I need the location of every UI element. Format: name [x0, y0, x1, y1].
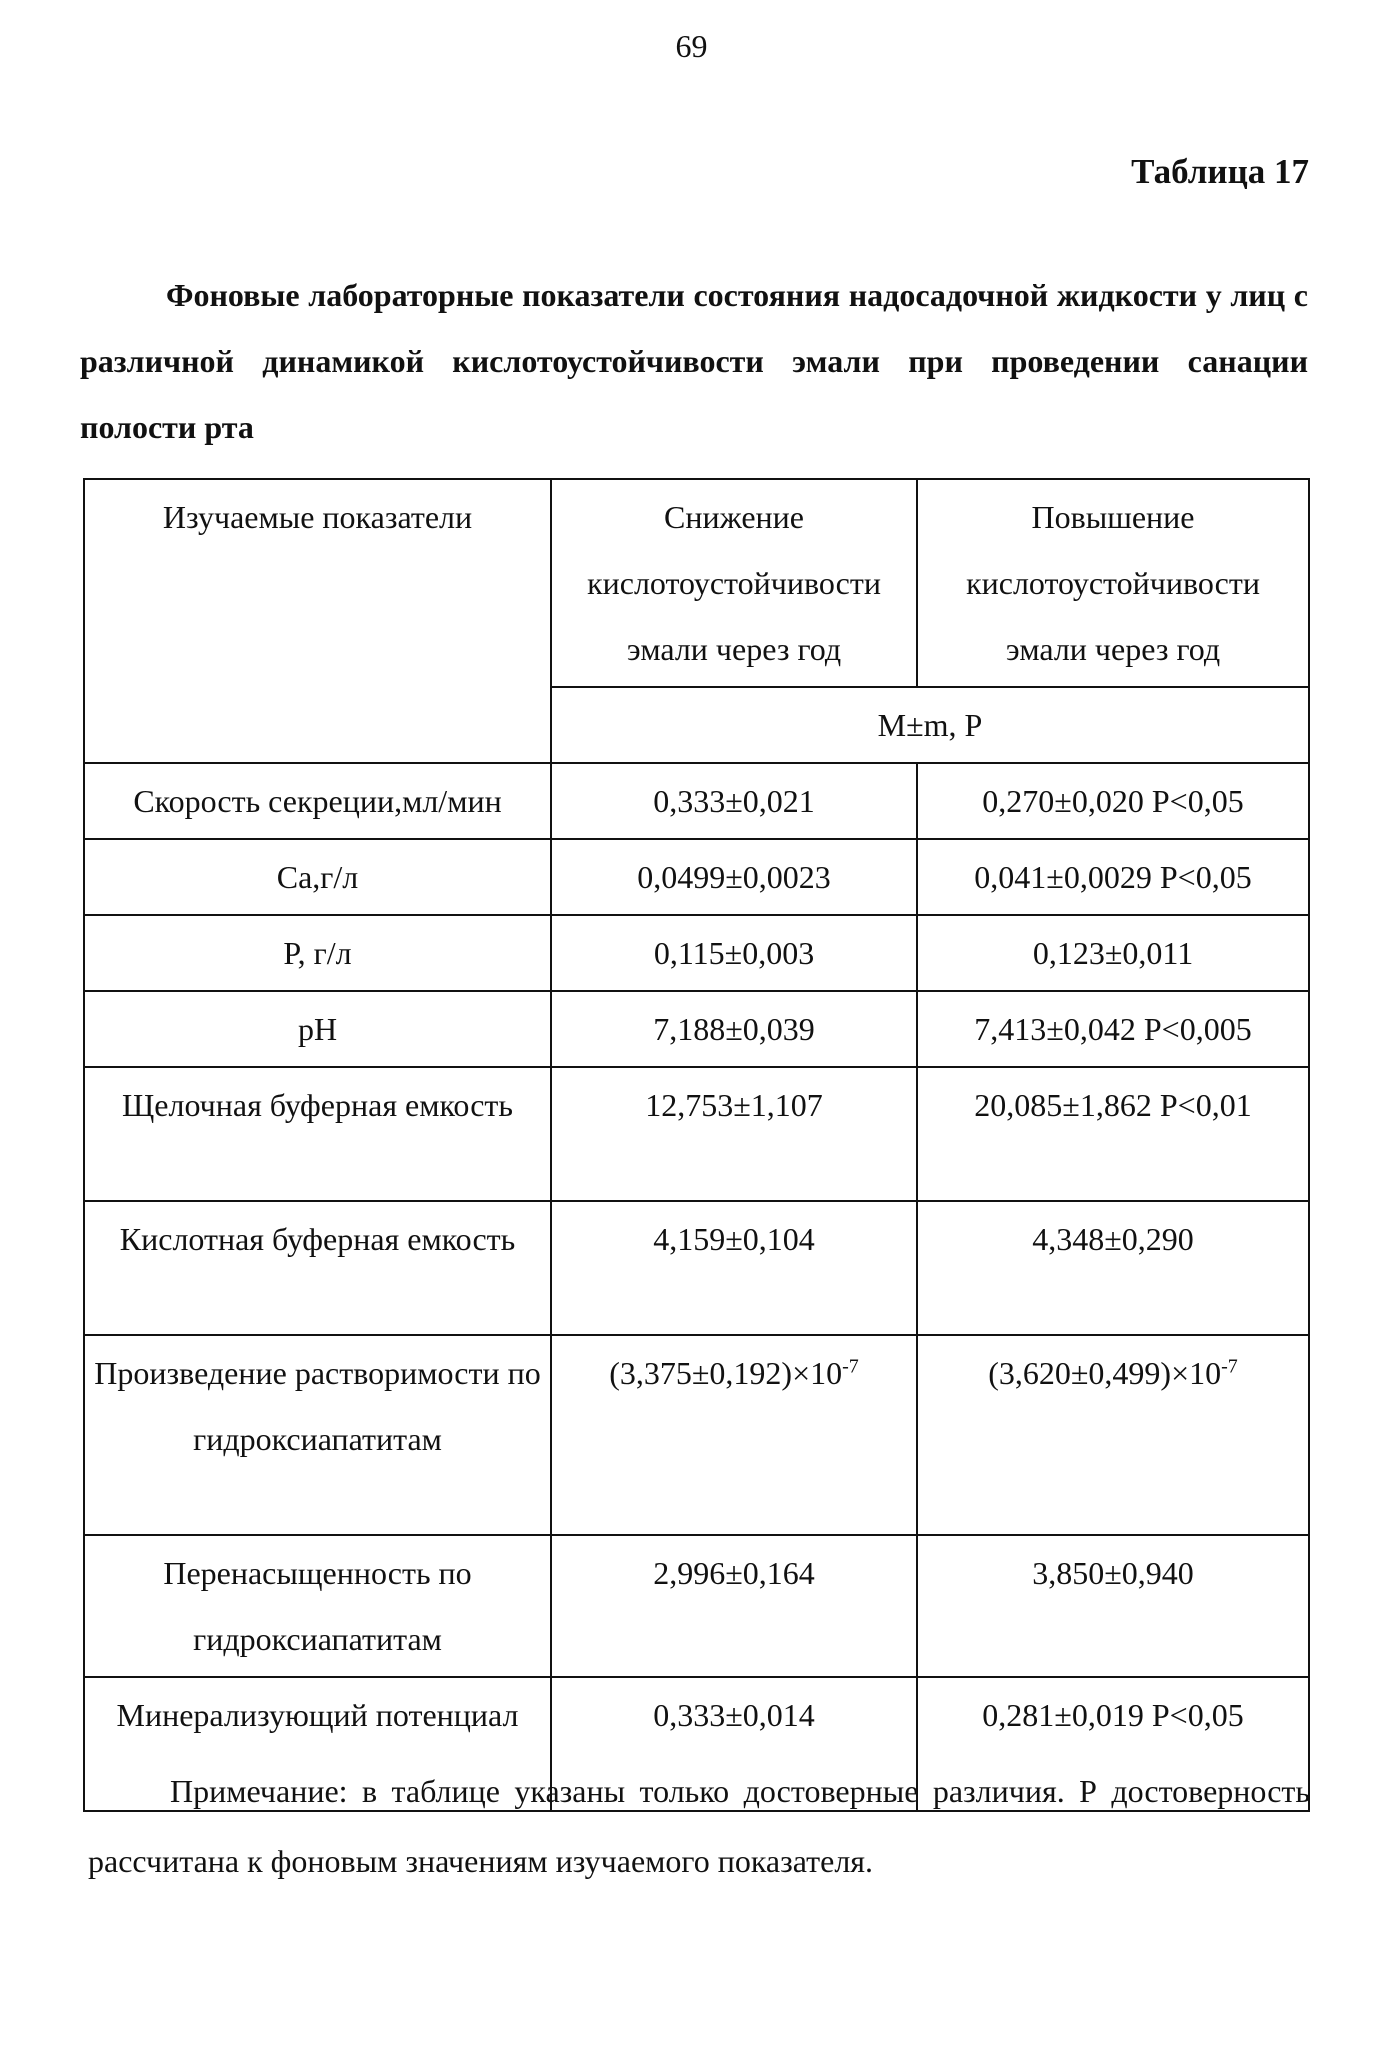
header-row [84, 479, 1309, 687]
header-decrease: Снижение кислотоустойчивости эмали через год [551, 479, 917, 687]
table-row [84, 991, 1309, 1067]
cell-decrease: 0,0499±0,0023 [551, 839, 917, 915]
cell-indicator: Произведение растворимости по гидроксиапатитам [84, 1335, 551, 1535]
cell-indicator: Скорость секреции,мл/мин [84, 763, 551, 839]
decrease-exponent: -7 [842, 1355, 859, 1378]
cell-increase: 0,270±0,020 P<0,05 [917, 763, 1309, 839]
table-row [84, 763, 1309, 839]
cell-increase: 0,281±0,019 P<0,05 [917, 1677, 1309, 1811]
cell-decrease [551, 1335, 917, 1535]
increase-value: (3,620±0,499)×10 [988, 1355, 1222, 1391]
cell-increase: 3,850±0,940 [917, 1535, 1309, 1677]
cell-decrease: 4,159±0,104 [551, 1201, 917, 1335]
cell-indicator: P, г/л [84, 915, 551, 991]
cell-increase: 0,123±0,011 [917, 915, 1309, 991]
cell-indicator: Щелочная буферная емкость [84, 1067, 551, 1201]
cell-increase [917, 1335, 1309, 1535]
cell-indicator: Ca,г/л [84, 839, 551, 915]
cell-decrease: 7,188±0,039 [551, 991, 917, 1067]
table-caption: Фоновые лабораторные показатели состояния надосадочной жидкости у лиц с различной динамикой кислотоустойчивости эмали при проведении санации полости рта [80, 277, 1308, 445]
cell-decrease: 0,333±0,014 [551, 1677, 917, 1811]
data-table [83, 478, 1310, 1812]
cell-indicator: Минерализующий потенциал [84, 1677, 551, 1811]
header-increase: Повышение кислотоустойчивости эмали через год [917, 479, 1309, 687]
cell-decrease: 0,333±0,021 [551, 763, 917, 839]
table-row [84, 839, 1309, 915]
header-stat: M±m, P [551, 687, 1309, 763]
table-note: Примечание: в таблице указаны только достоверные различия. Р достоверность рассчитана к фоновым значениям изучаемого показателя. [88, 1773, 1310, 1879]
table-label: Таблица 17 [1131, 152, 1309, 191]
cell-indicator: Перенасыщенность по гидроксиапатитам [84, 1535, 551, 1677]
table-row [84, 1201, 1309, 1335]
cell-indicator: Кислотная буферная емкость [84, 1201, 551, 1335]
header-indicator: Изучаемые показатели [84, 479, 551, 763]
cell-decrease: 2,996±0,164 [551, 1535, 917, 1677]
cell-increase: 20,085±1,862 P<0,01 [917, 1067, 1309, 1201]
table-row [84, 1067, 1309, 1201]
cell-increase: 4,348±0,290 [917, 1201, 1309, 1335]
cell-decrease: 0,115±0,003 [551, 915, 917, 991]
table-row [84, 1535, 1309, 1677]
increase-exponent: -7 [1221, 1355, 1238, 1378]
cell-decrease: 12,753±1,107 [551, 1067, 917, 1201]
page-number: 69 [675, 28, 708, 64]
decrease-value: (3,375±0,192)×10 [609, 1355, 843, 1391]
table-row [84, 1335, 1309, 1535]
cell-increase: 7,413±0,042 P<0,005 [917, 991, 1309, 1067]
cell-indicator: pH [84, 991, 551, 1067]
cell-increase: 0,041±0,0029 P<0,05 [917, 839, 1309, 915]
table-row [84, 915, 1309, 991]
